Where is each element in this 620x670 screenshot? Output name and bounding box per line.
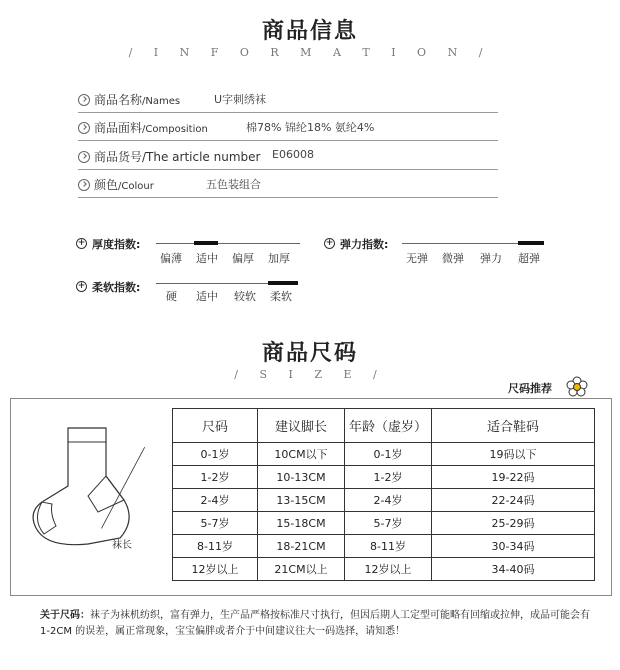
info-title: 商品信息 bbox=[261, 19, 358, 44]
table-cell: 2-4岁 bbox=[173, 489, 258, 512]
table-cell: 1-2岁 bbox=[173, 466, 258, 489]
info-label: 商品货号/The article number bbox=[94, 150, 261, 164]
table-header-row bbox=[173, 409, 595, 443]
table-row bbox=[173, 466, 595, 489]
chevron-right-icon bbox=[78, 94, 90, 106]
info-value: E06008 bbox=[272, 148, 314, 161]
size-table bbox=[172, 408, 595, 581]
table-cell: 25-29码 bbox=[432, 512, 595, 535]
thickness-option: 偏薄 bbox=[160, 252, 182, 265]
info-label-en: /Composition bbox=[142, 124, 208, 135]
size-note-lead: 关于尺码： bbox=[40, 610, 90, 621]
info-row-article bbox=[78, 147, 498, 170]
table-cell: 8-11岁 bbox=[173, 535, 258, 558]
size-note bbox=[40, 608, 590, 640]
elasticity-option: 无弹 bbox=[406, 252, 428, 265]
chevron-right-icon bbox=[78, 122, 90, 134]
info-value: 棉78% 锦纶18% 氨纶4% bbox=[246, 121, 375, 134]
table-cell: 12岁以上 bbox=[173, 558, 258, 581]
table-cell: 10-13CM bbox=[258, 466, 345, 489]
info-row-colour bbox=[78, 175, 498, 198]
table-row bbox=[173, 512, 595, 535]
size-subtitle: / S I Z E / bbox=[234, 368, 386, 381]
info-label: 颜色 bbox=[94, 178, 119, 192]
table-cell: 22-24码 bbox=[432, 489, 595, 512]
softness-option: 较软 bbox=[234, 290, 256, 303]
table-cell: 5-7岁 bbox=[173, 512, 258, 535]
table-cell: 2-4岁 bbox=[345, 489, 432, 512]
info-subtitle: / I N F O R M A T I O N / bbox=[128, 46, 492, 59]
thickness-selected-marker bbox=[194, 241, 218, 245]
table-cell: 0-1岁 bbox=[173, 443, 258, 466]
elasticity-selected-marker bbox=[518, 241, 544, 245]
info-value: 五色装组合 bbox=[206, 178, 261, 191]
info-row-name bbox=[78, 90, 498, 113]
elasticity-label: 弹力指数: bbox=[340, 238, 389, 251]
thickness-option: 适中 bbox=[196, 252, 218, 265]
table-cell: 19码以下 bbox=[432, 443, 595, 466]
elasticity-option: 微弹 bbox=[442, 252, 464, 265]
plus-icon: + bbox=[325, 238, 334, 248]
table-cell: 5-7岁 bbox=[345, 512, 432, 535]
table-cell: 0-1岁 bbox=[345, 443, 432, 466]
softness-option: 适中 bbox=[196, 290, 218, 303]
sock-length-label: 袜长 bbox=[112, 540, 132, 551]
table-cell: 34-40码 bbox=[432, 558, 595, 581]
table-row bbox=[173, 443, 595, 466]
table-header: 建议脚长 bbox=[258, 409, 345, 443]
size-recommend-label: 尺码推荐 bbox=[508, 382, 552, 395]
info-value: U字刺绣袜 bbox=[214, 93, 267, 106]
flower-icon bbox=[566, 376, 588, 398]
table-row bbox=[173, 489, 595, 512]
softness-selected-marker bbox=[268, 281, 298, 285]
table-cell: 15-18CM bbox=[258, 512, 345, 535]
info-label-en: /Colour bbox=[118, 181, 154, 192]
table-cell: 19-22码 bbox=[432, 466, 595, 489]
table-cell: 1-2岁 bbox=[345, 466, 432, 489]
plus-icon: + bbox=[77, 281, 86, 291]
table-row bbox=[173, 535, 595, 558]
size-note-text: 袜子为袜机纺织，富有弹力，生产品严格按标准尺寸执行，但因后期人工定型可能略有回缩或拉伸，成品可能会有 1-2CM 的误差，属正常现象，宝宝偏胖或者介于中间建议往大一码选择，请知悉！ bbox=[40, 610, 590, 637]
chevron-right-icon bbox=[78, 151, 90, 163]
thickness-option: 偏厚 bbox=[232, 252, 254, 265]
thickness-scale bbox=[156, 243, 300, 244]
table-cell: 18-21CM bbox=[258, 535, 345, 558]
table-cell: 21CM以上 bbox=[258, 558, 345, 581]
table-cell: 10CM以下 bbox=[258, 443, 345, 466]
table-cell: 13-15CM bbox=[258, 489, 345, 512]
table-cell: 8-11岁 bbox=[345, 535, 432, 558]
chevron-right-icon bbox=[78, 179, 90, 191]
sock-icon bbox=[28, 416, 168, 566]
info-label-en: /Names bbox=[142, 96, 181, 107]
info-label: 商品面料 bbox=[94, 121, 143, 135]
softness-option: 柔软 bbox=[270, 290, 292, 303]
softness-label: 柔软指数: bbox=[92, 281, 141, 294]
elasticity-option: 超弹 bbox=[518, 252, 540, 265]
table-header: 适合鞋码 bbox=[432, 409, 595, 443]
table-cell: 12岁以上 bbox=[345, 558, 432, 581]
elasticity-option: 弹力 bbox=[480, 252, 502, 265]
softness-option: 硬 bbox=[166, 290, 177, 303]
table-header: 年龄（虚岁） bbox=[345, 409, 432, 443]
info-row-composition bbox=[78, 118, 498, 141]
size-title: 商品尺码 bbox=[261, 341, 358, 366]
plus-icon: + bbox=[77, 238, 86, 248]
info-label: 商品名称 bbox=[94, 93, 143, 107]
table-header: 尺码 bbox=[173, 409, 258, 443]
thickness-label: 厚度指数: bbox=[92, 238, 141, 251]
table-row bbox=[173, 558, 595, 581]
thickness-option: 加厚 bbox=[268, 252, 290, 265]
table-cell: 30-34码 bbox=[432, 535, 595, 558]
